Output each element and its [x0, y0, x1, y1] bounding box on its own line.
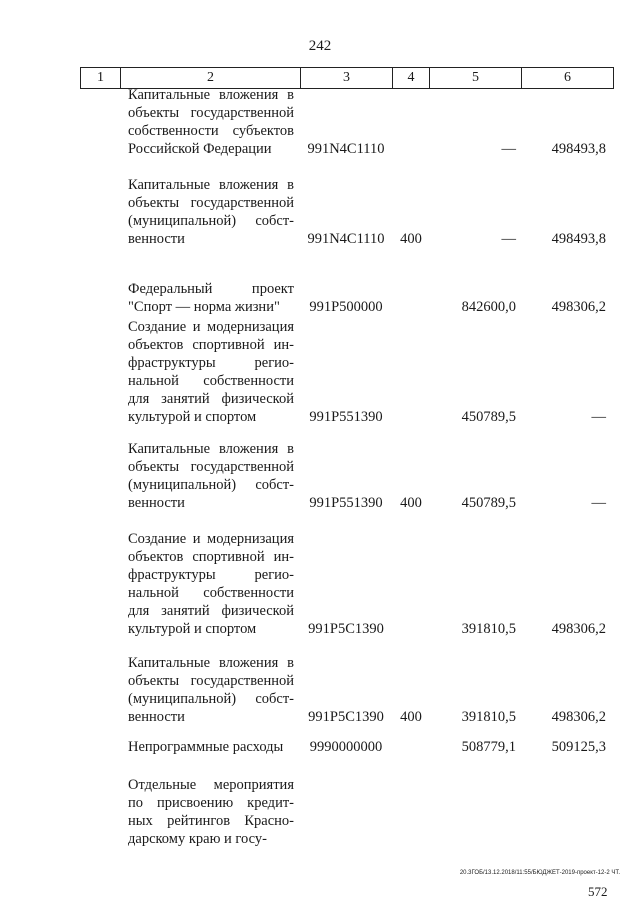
row-code: 991P551390	[309, 409, 383, 425]
row-name-line: для занятий физической	[128, 391, 294, 407]
row-code: 991P5C1390	[308, 621, 384, 637]
column-number-3: 3	[301, 68, 393, 89]
row-name	[128, 776, 294, 848]
page-number: 242	[308, 38, 332, 54]
row-name	[128, 280, 294, 316]
row-sum-2020: —	[591, 409, 606, 425]
row-sum-2020: 498306,2	[551, 621, 606, 637]
row-name-line: Федеральный проект	[128, 281, 294, 297]
row-name-line: объекты государственной	[128, 105, 294, 121]
row-code: 991P500000	[309, 299, 383, 315]
row-sum-2020: 509125,3	[551, 739, 606, 755]
row-sum-2019: 508779,1	[461, 739, 516, 755]
row-name-line: по присвоению кредит-	[128, 795, 294, 811]
row-name-line: объекты государственной	[128, 195, 294, 211]
row-name	[128, 654, 294, 726]
row-code: 991P5C1390	[308, 709, 384, 725]
row-sum-2020: 498306,2	[551, 299, 606, 315]
row-name-line: венности	[128, 709, 185, 725]
row-name-line: Создание и модернизация	[128, 319, 294, 335]
row-name-line: Непрограммные расходы	[128, 739, 284, 755]
column-number-6: 6	[522, 68, 614, 89]
row-code: 9990000000	[309, 739, 383, 755]
row-sum-2019: 391810,5	[461, 709, 516, 725]
row-name	[128, 318, 294, 426]
row-code: 991P551390	[309, 495, 383, 511]
row-sum-2019: —	[501, 141, 516, 157]
row-name-line: (муниципальной) собст-	[128, 691, 294, 707]
row-name-line: культурой и спортом	[128, 621, 257, 637]
row-name	[128, 530, 294, 638]
row-expense-type: 400	[400, 231, 422, 247]
row-name-line: для занятий физической	[128, 603, 294, 619]
row-sum-2019: 842600,0	[461, 299, 516, 315]
row-name-line: объекты государственной	[128, 459, 294, 475]
row-name-line: Создание и модернизация	[128, 531, 294, 547]
row-name-line: культурой и спортом	[128, 409, 257, 425]
row-name-line: собственности субъектов	[128, 123, 294, 139]
row-sum-2019: 450789,5	[461, 409, 516, 425]
row-sum-2020: 498493,8	[551, 231, 606, 247]
row-name-line: объекты государственной	[128, 673, 294, 689]
row-code: 991N4C1110	[307, 141, 385, 157]
row-name	[128, 440, 294, 512]
row-name	[128, 86, 294, 158]
row-name-line: объектов спортивной ин-	[128, 549, 294, 565]
row-name-line: Отдельные мероприятия	[128, 777, 294, 793]
row-name-line: объектов спортивной ин-	[128, 337, 294, 353]
column-number-2: 2	[121, 68, 301, 89]
row-name-line: нальной собственности	[128, 585, 294, 601]
column-number-4: 4	[393, 68, 430, 89]
row-name-line: фраструктуры регио-	[128, 355, 294, 371]
row-name-line: "Спорт — норма жизни"	[128, 299, 280, 315]
row-name-line: (муниципальной) собст-	[128, 477, 294, 493]
row-name-line: нальной собственности	[128, 373, 294, 389]
column-number-1: 1	[81, 68, 121, 89]
row-name-line: дарскому краю и госу-	[128, 831, 267, 847]
row-sum-2020: 498493,8	[551, 141, 606, 157]
row-sum-2019: —	[501, 231, 516, 247]
row-name-line: венности	[128, 231, 185, 247]
footer-meta: 20.3ГОБ/13.12.2018/11:55/БЮДЖЕТ-2019-проект-12-2 ЧТ.	[459, 870, 620, 876]
row-code: 991N4C1110	[307, 231, 385, 247]
row-name-line: Капитальные вложения в	[128, 177, 294, 193]
row-name-line: венности	[128, 495, 185, 511]
row-name	[128, 738, 294, 756]
row-expense-type: 400	[400, 709, 422, 725]
row-sum-2019: 450789,5	[461, 495, 516, 511]
column-number-5: 5	[430, 68, 522, 89]
row-name-line: Капитальные вложения в	[128, 441, 294, 457]
row-name-line: (муниципальной) собст-	[128, 213, 294, 229]
folio-number: 572	[588, 884, 608, 899]
row-name	[128, 176, 294, 248]
row-expense-type: 400	[400, 495, 422, 511]
row-name-line: Капитальные вложения в	[128, 87, 294, 103]
row-sum-2019: 391810,5	[461, 621, 516, 637]
row-sum-2020: —	[591, 495, 606, 511]
row-name-line: фраструктуры регио-	[128, 567, 294, 583]
row-sum-2020: 498306,2	[551, 709, 606, 725]
row-name-line: ных рейтингов Красно-	[128, 813, 294, 829]
row-name-line: Российской Федерации	[128, 141, 272, 157]
row-name-line: Капитальные вложения в	[128, 655, 294, 671]
